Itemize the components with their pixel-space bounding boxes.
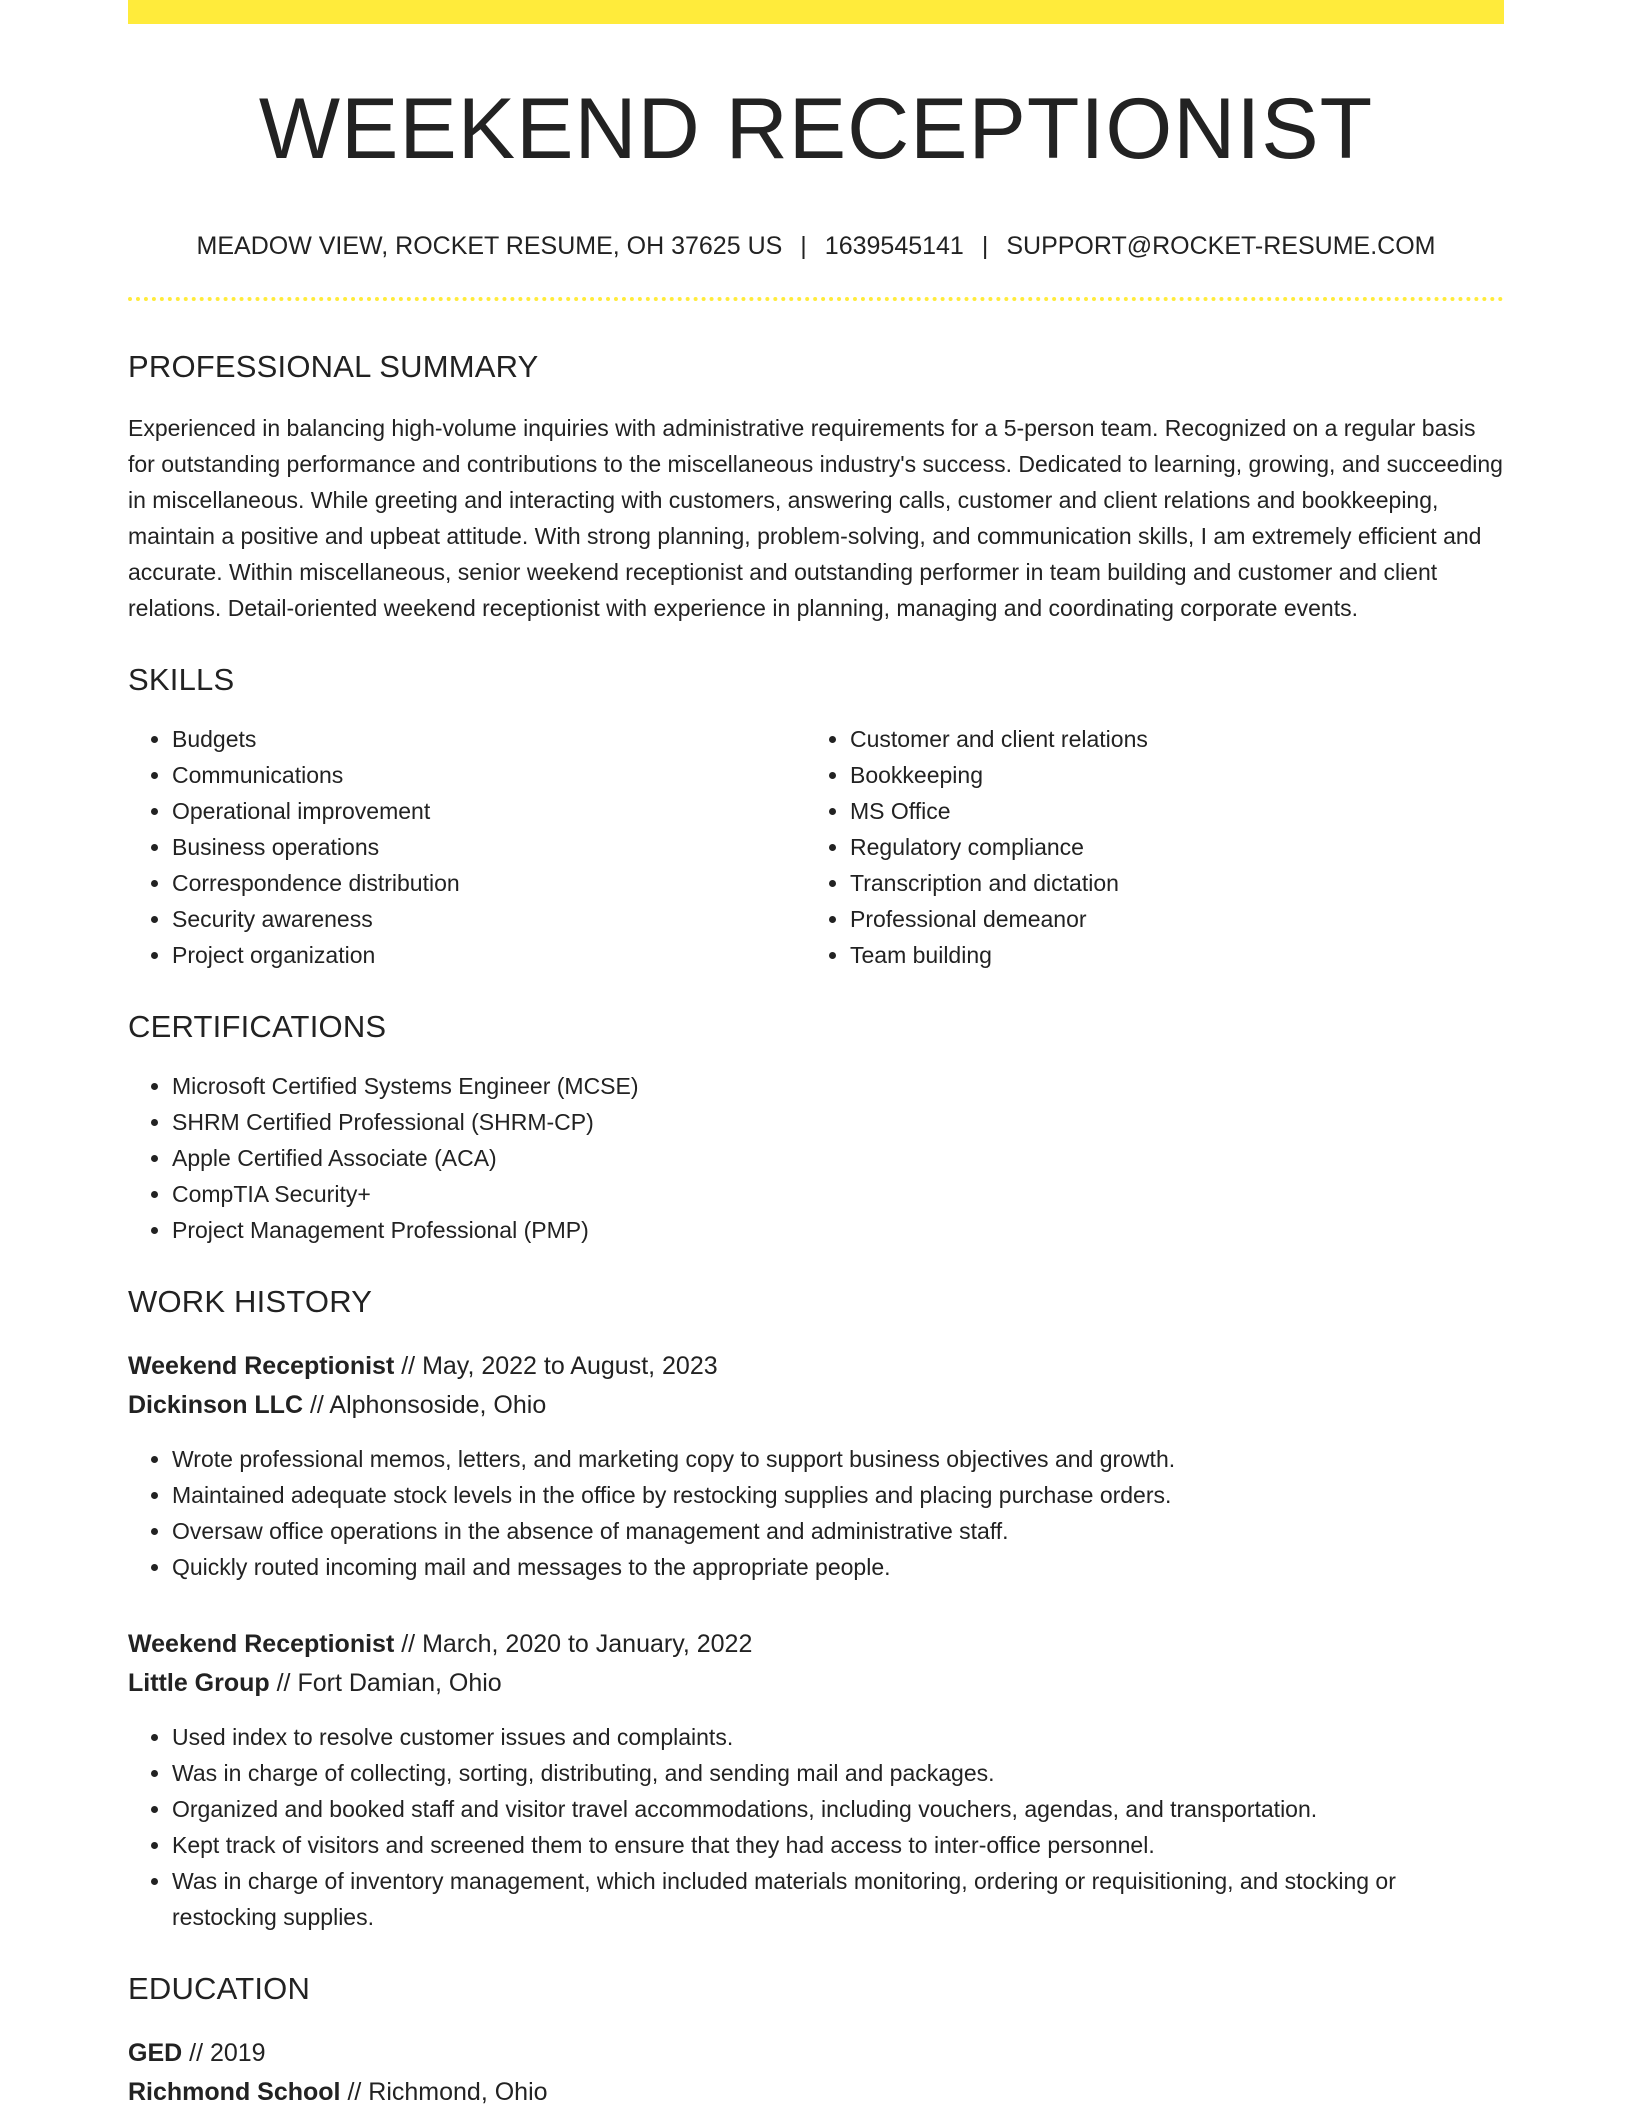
job-bullet: • Kept track of visitors and screened them to ensure that they had access to inter-office personnel. bbox=[172, 1827, 1504, 1863]
skill-item: • Team building bbox=[850, 937, 1548, 973]
skill-item: • Communications bbox=[172, 757, 806, 793]
skill-item: • Project organization bbox=[172, 937, 806, 973]
summary-section bbox=[128, 351, 1504, 626]
skills-heading: SKILLS bbox=[128, 662, 235, 697]
education-section bbox=[128, 1973, 1504, 2112]
job-dates: // May, 2022 to August, 2023 bbox=[394, 1352, 718, 1380]
job-bullet: • Quickly routed incoming mail and messages to the appropriate people. bbox=[172, 1549, 1504, 1585]
job-dates: // March, 2020 to January, 2022 bbox=[394, 1630, 753, 1658]
skill-item: • Correspondence distribution bbox=[172, 865, 806, 901]
skill-item: • Budgets bbox=[172, 721, 806, 757]
dotted-divider bbox=[128, 297, 1504, 301]
education-school-line bbox=[128, 2073, 1504, 2112]
contact-address: MEADOW VIEW, ROCKET RESUME, OH 37625 US bbox=[196, 232, 783, 260]
skill-item: • Regulatory compliance bbox=[850, 829, 1548, 865]
job-entry bbox=[128, 1625, 1504, 1935]
contact-separator: | bbox=[800, 232, 807, 260]
skill-item: • Business operations bbox=[172, 829, 806, 865]
skill-item: • Professional demeanor bbox=[850, 901, 1548, 937]
job-company: Little Group bbox=[128, 1669, 270, 1697]
skill-item: • Customer and client relations bbox=[850, 721, 1548, 757]
job-title: Weekend Receptionist bbox=[128, 1352, 395, 1380]
resume-title: WEEKEND RECEPTIONIST bbox=[258, 81, 1374, 177]
job-title: Weekend Receptionist bbox=[128, 1630, 395, 1658]
education-degree: GED bbox=[128, 2039, 183, 2067]
job-company-line bbox=[128, 1664, 1504, 1703]
certifications-heading: CERTIFICATIONS bbox=[128, 1009, 387, 1044]
skill-item: • Bookkeeping bbox=[850, 757, 1548, 793]
certification-item: • CompTIA Security+ bbox=[172, 1176, 1504, 1212]
job-bullet: • Maintained adequate stock levels in the office by restocking supplies and placing purchase orders. bbox=[172, 1477, 1504, 1513]
job-company-line bbox=[128, 1386, 1504, 1425]
contact-separator: | bbox=[981, 232, 989, 260]
education-year: // 2019 bbox=[182, 2039, 266, 2067]
job-bullet: • Organized and booked staff and visitor travel accommodations, including vouchers, agendas, and transportation. bbox=[172, 1791, 1504, 1827]
certifications-list bbox=[128, 1068, 1504, 1248]
skill-item: • MS Office bbox=[850, 793, 1548, 829]
skill-item: • Transcription and dictation bbox=[850, 865, 1548, 901]
job-entry bbox=[128, 1347, 1504, 1585]
job-bullet: • Used index to resolve customer issues and complaints. bbox=[172, 1719, 1504, 1755]
summary-text: Experienced in balancing high-volume inquiries with administrative requirements for a 5-person team. Recognized on a regular basis for outstanding performance and contributions to the miscellaneous industry's success. Dedicated to learning, growing, and succeeding in miscellaneous. While greeting and interacting with customers, answering calls, customer and client relations and bookkeeping, maintain a positive and upbeat attitude. With strong planning, problem-solving, and communication skills, I am extremely efficient and accurate. Within miscellaneous, senior weekend receptionist and outstanding performer in team building and customer and client relations. Detail-oriented weekend receptionist with experience in planning, managing and coordinating corporate events. bbox=[128, 415, 1503, 621]
contact-phone: 1639545141 bbox=[824, 232, 964, 260]
job-bullets bbox=[128, 1719, 1504, 1935]
job-title-line bbox=[128, 1347, 1504, 1386]
job-bullet: • Was in charge of collecting, sorting, distributing, and sending mail and packages. bbox=[172, 1755, 1504, 1791]
job-bullet: • Oversaw office operations in the absence of management and administrative staff. bbox=[172, 1513, 1504, 1549]
education-heading: EDUCATION bbox=[128, 1971, 311, 2006]
job-bullet: • Wrote professional memos, letters, and marketing copy to support business objectives and growth. bbox=[172, 1441, 1504, 1477]
resume-page bbox=[128, 0, 1504, 2112]
job-company: Dickinson LLC bbox=[128, 1391, 304, 1419]
contact-email[interactable]: SUPPORT@ROCKET-RESUME.COM bbox=[1006, 232, 1436, 260]
job-title-line bbox=[128, 1625, 1504, 1664]
job-bullets bbox=[128, 1441, 1504, 1585]
certification-item: • Project Management Professional (PMP) bbox=[172, 1212, 1504, 1248]
skills-section bbox=[128, 664, 1504, 973]
job-location: // Fort Damian, Ohio bbox=[269, 1669, 502, 1697]
skill-item: • Security awareness bbox=[172, 901, 806, 937]
skills-columns bbox=[128, 695, 1504, 973]
contact-line bbox=[128, 234, 1504, 259]
work-history-heading: WORK HISTORY bbox=[128, 1284, 373, 1319]
work-history-section bbox=[128, 1286, 1504, 1935]
job-location: // Alphonsoside, Ohio bbox=[303, 1391, 547, 1419]
certification-item: • Microsoft Certified Systems Engineer (MCSE) bbox=[172, 1068, 1504, 1104]
education-location: // Richmond, Ohio bbox=[340, 2078, 548, 2106]
certifications-section bbox=[128, 1011, 1504, 1248]
education-degree-line bbox=[128, 2034, 1504, 2073]
certification-item: • Apple Certified Associate (ACA) bbox=[172, 1140, 1504, 1176]
skills-list-right bbox=[806, 721, 1548, 973]
certification-item: • SHRM Certified Professional (SHRM-CP) bbox=[172, 1104, 1504, 1140]
skills-list-left bbox=[128, 721, 806, 973]
education-entry bbox=[128, 2034, 1504, 2112]
job-bullet: • Was in charge of inventory management, which included materials monitoring, ordering or requisitioning, and stocking or restocking supplies. bbox=[172, 1863, 1504, 1935]
education-school: Richmond School bbox=[128, 2078, 341, 2106]
accent-top-bar bbox=[128, 0, 1504, 24]
skill-item: • Operational improvement bbox=[172, 793, 806, 829]
summary-heading: PROFESSIONAL SUMMARY bbox=[128, 349, 539, 384]
